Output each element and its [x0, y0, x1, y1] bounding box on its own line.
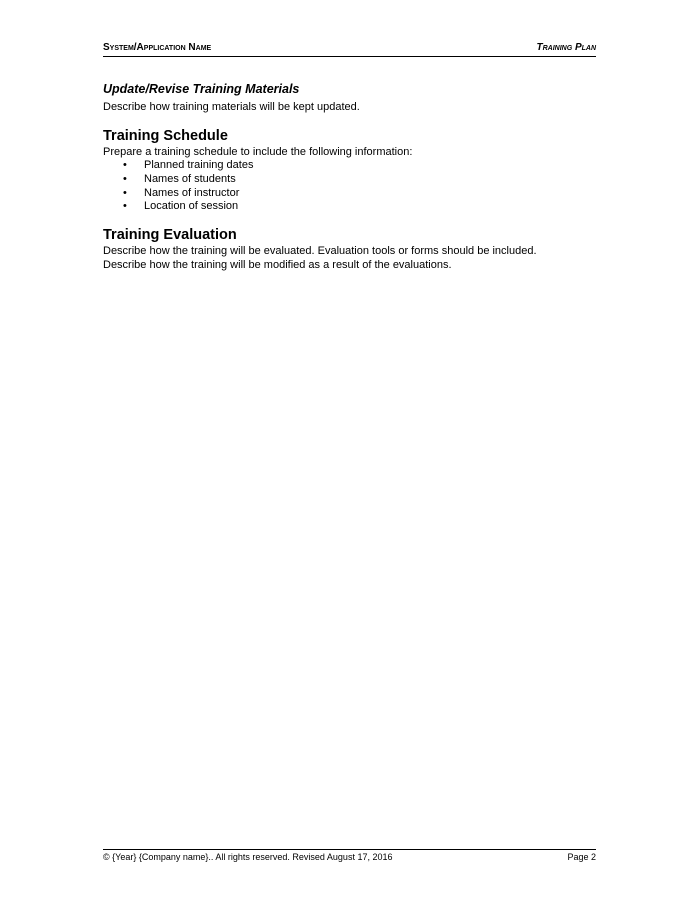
footer-page-number: Page 2	[567, 852, 596, 862]
section-training-schedule	[103, 127, 596, 215]
schedule-bullet-list	[103, 159, 596, 214]
update-materials-text: Describe how training materials will be kept updated.	[103, 101, 360, 113]
section-update-materials	[103, 81, 596, 115]
bullet-icon: •	[123, 159, 127, 171]
training-evaluation-heading: Training Evaluation	[103, 227, 237, 244]
list-item-text: Planned training dates	[144, 159, 254, 171]
list-item	[103, 173, 596, 187]
list-item	[103, 187, 596, 201]
page-content	[103, 81, 596, 272]
list-item-text: Names of students	[144, 172, 236, 185]
header-document-title: Training Plan	[536, 42, 596, 53]
update-materials-heading: Update/Revise Training Materials	[103, 82, 300, 96]
list-item	[103, 200, 596, 214]
page-footer	[103, 849, 596, 862]
training-schedule-heading: Training Schedule	[103, 127, 228, 144]
list-item	[103, 159, 596, 173]
bullet-icon: •	[123, 186, 127, 199]
header-system-name: System/Application Name	[103, 42, 212, 53]
training-schedule-text: Prepare a training schedule to include the following information:	[103, 145, 413, 158]
list-item-text: Names of instructor	[144, 186, 240, 199]
training-evaluation-text-line2: Describe how the training will be modified as a result of the evaluations.	[103, 258, 452, 271]
bullet-icon: •	[123, 172, 127, 185]
bullet-icon: •	[123, 200, 127, 213]
training-evaluation-text-line1: Describe how the training will be evaluated. Evaluation tools or forms should be included.	[103, 245, 537, 258]
footer-copyright: © {Year} {Company name}.. All rights reserved. Revised August 17, 2016	[103, 852, 393, 862]
section-training-evaluation	[103, 226, 596, 272]
running-header	[103, 42, 596, 57]
list-item-text: Location of session	[144, 200, 239, 213]
